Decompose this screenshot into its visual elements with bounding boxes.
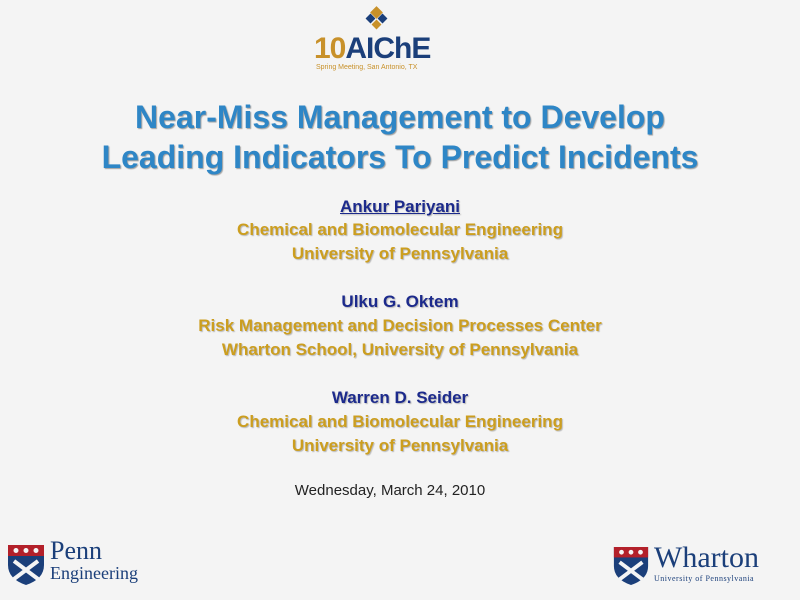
- author-2-affiliation-1: Risk Management and Decision Processes Center: [198, 316, 602, 335]
- presentation-date: Wednesday, March 24, 2010: [294, 482, 486, 499]
- penn-shield-icon: [6, 543, 46, 587]
- slide-title: [0, 97, 800, 177]
- author-2-affiliation-2: Wharton School, University of Pennsylvania: [221, 340, 579, 359]
- author-3-affiliation-2: University of Pennsylvania: [291, 436, 509, 455]
- title-line-1: Near-Miss Management to Develop: [135, 99, 665, 135]
- wharton-logo: [654, 543, 759, 585]
- aiche-wordmark: [314, 32, 430, 66]
- wharton-university-wordmark: University of Pennsylvania: [654, 574, 755, 583]
- aiche-name: AIChE: [345, 32, 431, 65]
- wharton-wordmark: Wharton: [654, 541, 759, 574]
- penn-wordmark: Penn: [50, 536, 102, 565]
- author-3-name: Warren D. Seider: [331, 388, 469, 407]
- author-1-affiliation-2: University of Pennsylvania: [291, 244, 509, 263]
- title-line-2: Leading Indicators To Predict Incidents: [101, 139, 699, 175]
- author-1-affiliation-1: Chemical and Biomolecular Engineering: [237, 220, 563, 239]
- aiche-conference-logo: [300, 6, 460, 72]
- wharton-shield-icon: [612, 545, 650, 587]
- author-2-name: Ulku G. Oktem: [341, 292, 459, 311]
- penn-engineering-logo: [50, 536, 138, 584]
- author-1-name: Ankur Pariyani: [340, 197, 460, 216]
- engineering-wordmark: Engineering: [50, 563, 138, 583]
- aiche-diamond-icon: [363, 6, 391, 32]
- conference-subtitle: Spring Meeting, San Antonio, TX: [316, 64, 418, 71]
- aiche-number: 10: [314, 32, 346, 65]
- author-3-affiliation-1: Chemical and Biomolecular Engineering: [237, 412, 563, 431]
